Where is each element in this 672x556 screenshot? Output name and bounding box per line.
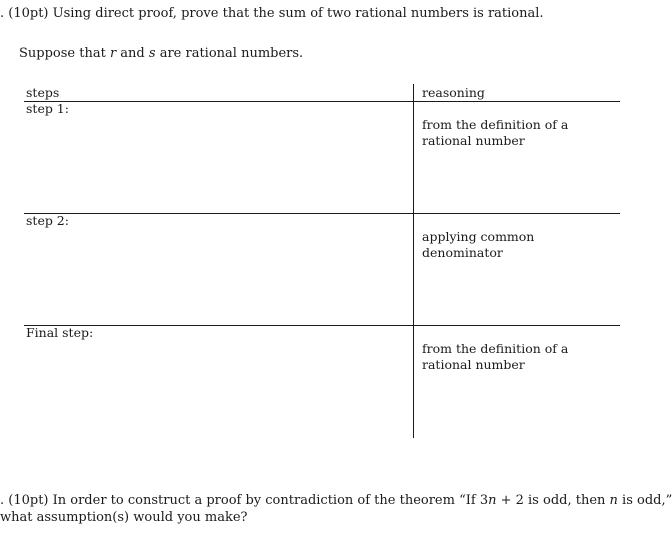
- final-step-label: Final step:: [26, 325, 94, 340]
- supposition-statement: [19, 46, 303, 61]
- question-2-prompt: [0, 492, 672, 526]
- proof-table: [24, 84, 620, 438]
- supposition-text-before: Suppose that: [19, 46, 110, 61]
- question-2-marker: .: [0, 493, 9, 508]
- question-1-text: (10pt) Using direct proof, prove that the sum of two rational numbers is rational.: [8, 6, 544, 21]
- header-divider: [24, 101, 620, 102]
- question-1-marker: .: [0, 6, 9, 21]
- variable-r: r: [109, 46, 117, 61]
- final-step-reasoning: from the definition of a rational number: [422, 341, 569, 372]
- step-1-reasoning: from the definition of a rational number: [422, 117, 569, 148]
- row-2-divider: [24, 325, 620, 326]
- question-2-text-b: + 2 is odd, then: [496, 493, 610, 508]
- step-2-label: step 2:: [26, 213, 69, 228]
- step-2-reasoning: applying common denominator: [422, 229, 535, 260]
- header-steps: steps: [26, 85, 60, 100]
- supposition-text-middle: and: [116, 46, 149, 61]
- question-2-text-c: is odd,”: [617, 493, 672, 508]
- variable-s: s: [148, 46, 156, 61]
- variable-n-second: n: [609, 493, 618, 508]
- question-2-line-2: what assumption(s) would you make?: [0, 510, 248, 525]
- header-reasoning: reasoning: [422, 85, 485, 100]
- supposition-text-after: are rational numbers.: [155, 46, 304, 61]
- row-1-divider: [24, 213, 620, 214]
- column-divider: [413, 84, 414, 438]
- variable-n-first: n: [488, 493, 497, 508]
- step-1-label: step 1:: [26, 101, 69, 116]
- question-1-prompt: [0, 6, 544, 21]
- question-2-line-1: [0, 492, 672, 509]
- question-2-text-a: (10pt) In order to construct a proof by contradiction of the theorem “If 3: [8, 493, 489, 508]
